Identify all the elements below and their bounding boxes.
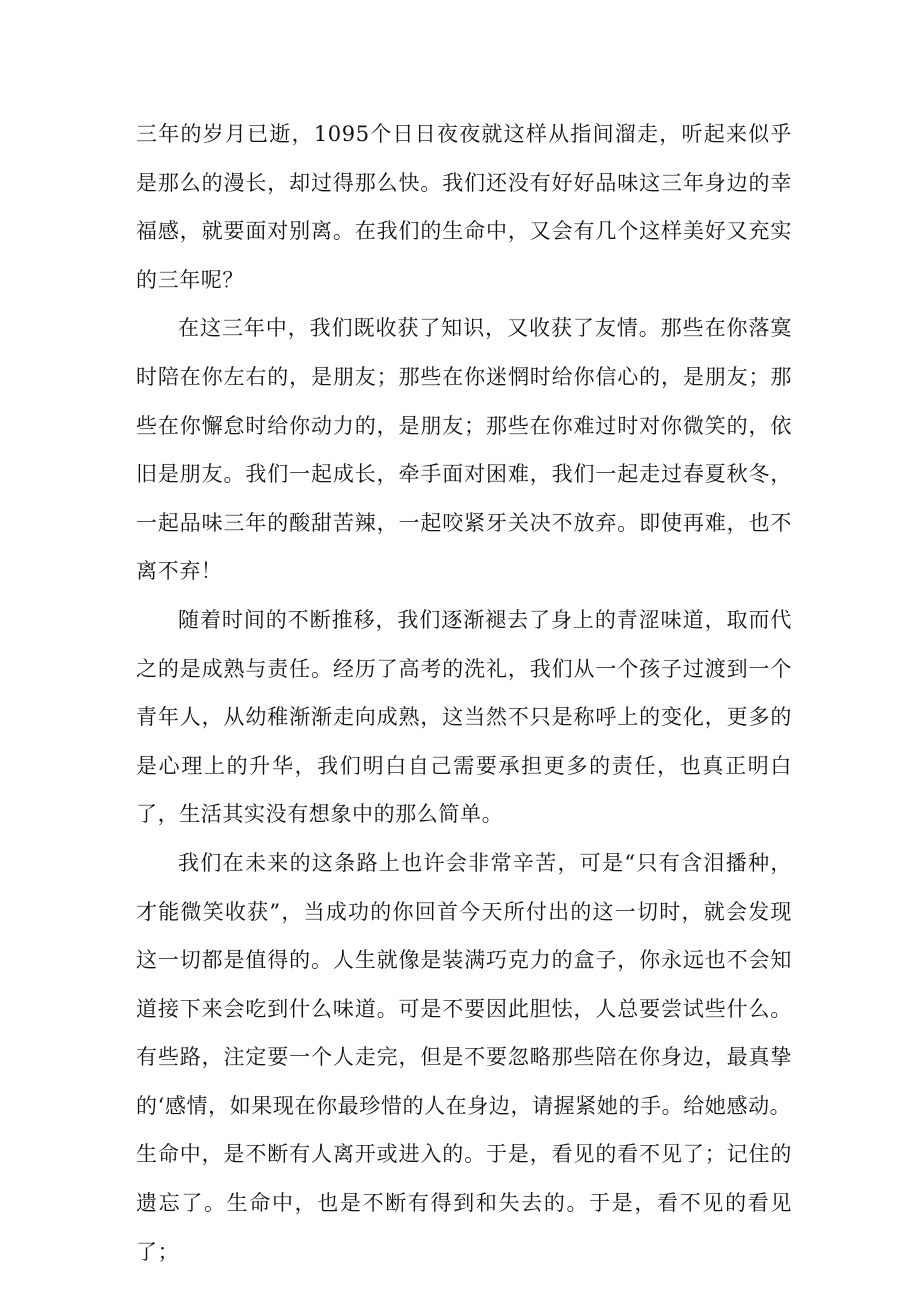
paragraph-4: 我们在未来的这条路上也许会非常辛苦，可是“只有含泪播种，才能微笑收获”，当成功的你回首今天所付出的这一切时，就会发现这一切都是值得的。人生就像是装满巧克力的盒子，你永远也不会知道接下来会吃到什么味道。可是不要因此胆怯，人总要尝试些什么。有些路，注定要一个人走完，但是不要忽略那些陪在你身边，最真挚的‘感情，如果现在你最珍惜的人在身边，请握紧她的手。给她感动。 (136, 850, 792, 1118)
paragraph-3: 随着时间的不断推移，我们逐渐褪去了身上的青涩味道，取而代之的是成熟与责任。经历了高考的洗礼，我们从一个孩子过渡到一个青年人，从幼稚渐渐走向成熟，这当然不只是称呼上的变化，更多的是心理上的升华，我们明白自己需要承担更多的责任，也真正明白了，生活其实没有想象中的那么简单。 (136, 607, 792, 827)
article-body (136, 110, 792, 1276)
paragraph-5: 生命中，是不断有人离开或进入的。于是，看见的看不见了；记住的遗忘了。生命中，也是不断有得到和失去的。于是，看不见的看见了； (136, 1142, 792, 1264)
paragraph-2: 在这三年中，我们既收获了知识，又收获了友情。那些在你落寞时陪在你左右的，是朋友；那些在你迷惘时给你信心的，是朋友；那些在你懈怠时给你动力的，是朋友；那些在你难过时对你微笑的，依旧是朋友。我们一起成长，牵手面对困难，我们一起走过春夏秋冬，一起品味三年的酸甜苦辣，一起咬紧牙关决不放弃。即使再难，也不离不弃！ (136, 316, 792, 584)
paragraph-1: 三年的岁月已逝，1095个日日夜夜就这样从指间溜走，听起来似乎是那么的漫长，却过得那么快。我们还没有好好品味这三年身边的幸福感，就要面对别离。在我们的生命中，又会有几个这样美好又充实的三年呢？ (136, 122, 792, 292)
